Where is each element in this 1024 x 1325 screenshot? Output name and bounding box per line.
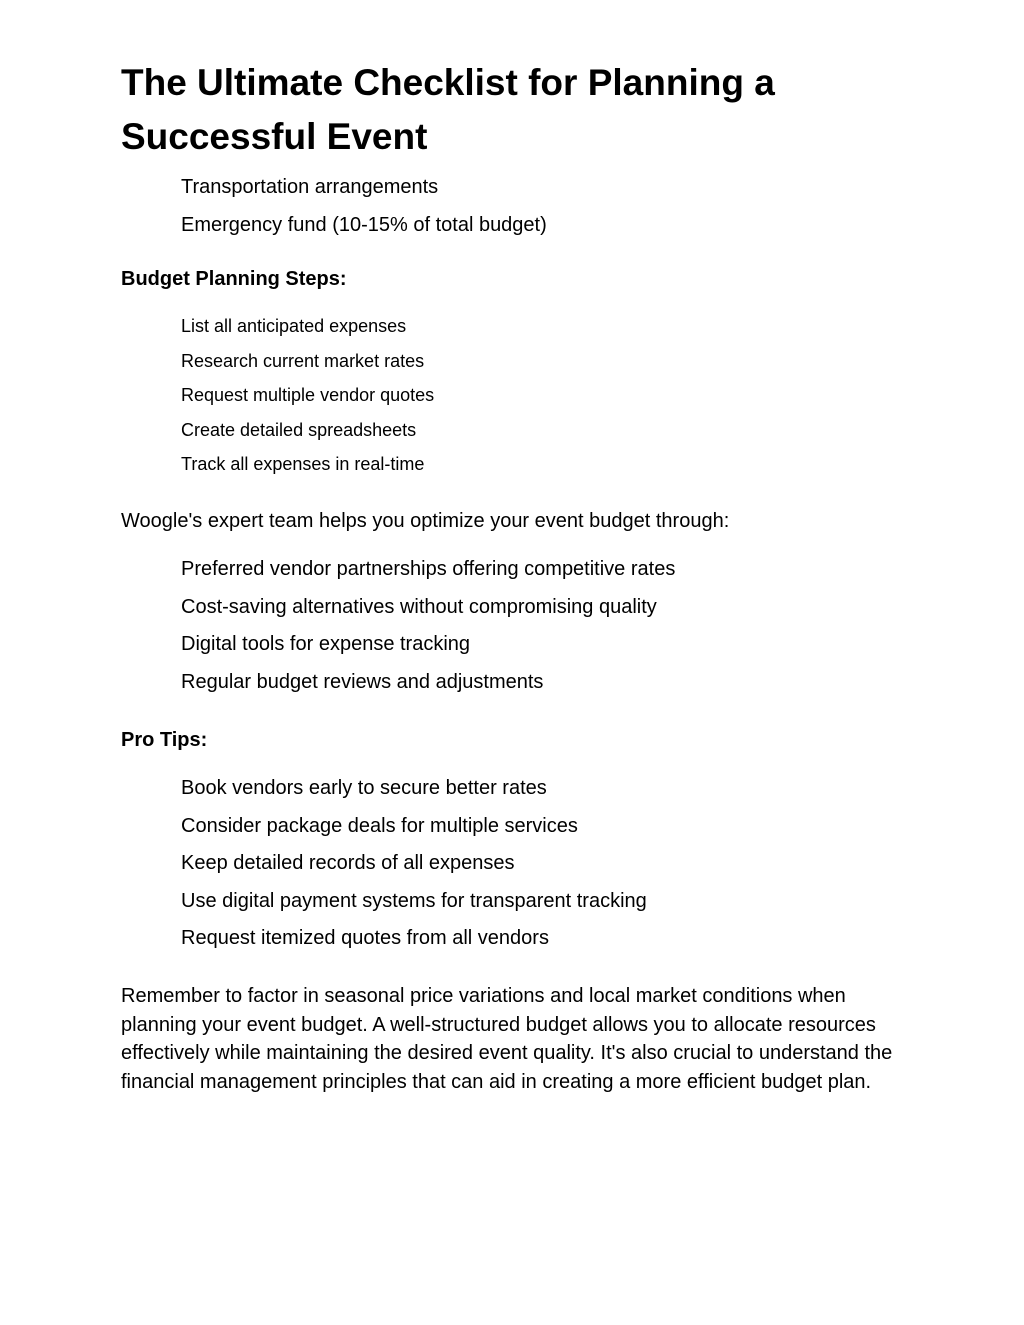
- list-item: Book vendors early to secure better rates: [181, 777, 547, 799]
- list-item: Emergency fund (10-15% of total budget): [181, 213, 547, 236]
- list-item: Consider package deals for multiple services: [181, 814, 578, 837]
- pro-tips-heading: Pro Tips:: [121, 729, 208, 751]
- intro-list: [181, 169, 547, 244]
- list-item: Digital tools for expense tracking: [181, 633, 471, 655]
- closing-paragraph: Remember to factor in seasonal price variations and local market conditions when planning your event budget. A well-structured budget allows you to allocate resources effectively while maintaining the desired event quality. It's also crucial to understand the financial management principles that can aid in creating a more efficient budget plan.: [121, 985, 893, 1094]
- list-item: Request itemized quotes from all vendors: [181, 927, 549, 949]
- list-item: Keep detailed records of all expenses: [181, 852, 515, 874]
- list-item: Create detailed spreadsheets: [181, 419, 417, 440]
- list-item: Preferred vendor partnerships offering competitive rates: [181, 558, 676, 580]
- list-item: Track all expenses in real-time: [181, 454, 425, 475]
- list-item: Research current market rates: [181, 350, 425, 371]
- list-item: Transportation arrangements: [181, 176, 439, 198]
- list-item: List all anticipated expenses: [181, 316, 407, 336]
- list-item: Regular budget reviews and adjustments: [181, 670, 544, 693]
- budget-steps-heading: Budget Planning Steps:: [121, 268, 347, 290]
- woogle-list: [181, 551, 675, 701]
- list-item: Use digital payment systems for transparent tracking: [181, 889, 647, 912]
- woogle-intro: Woogle's expert team helps you optimize your event budget through:: [121, 510, 730, 532]
- page-title: The Ultimate Checklist for Planning a Successful Event: [121, 62, 775, 157]
- list-item: Request multiple vendor quotes: [181, 385, 435, 406]
- budget-steps-list: [181, 309, 434, 482]
- pro-tips-list: [181, 770, 647, 958]
- list-item: Cost-saving alternatives without compromising quality: [181, 595, 657, 618]
